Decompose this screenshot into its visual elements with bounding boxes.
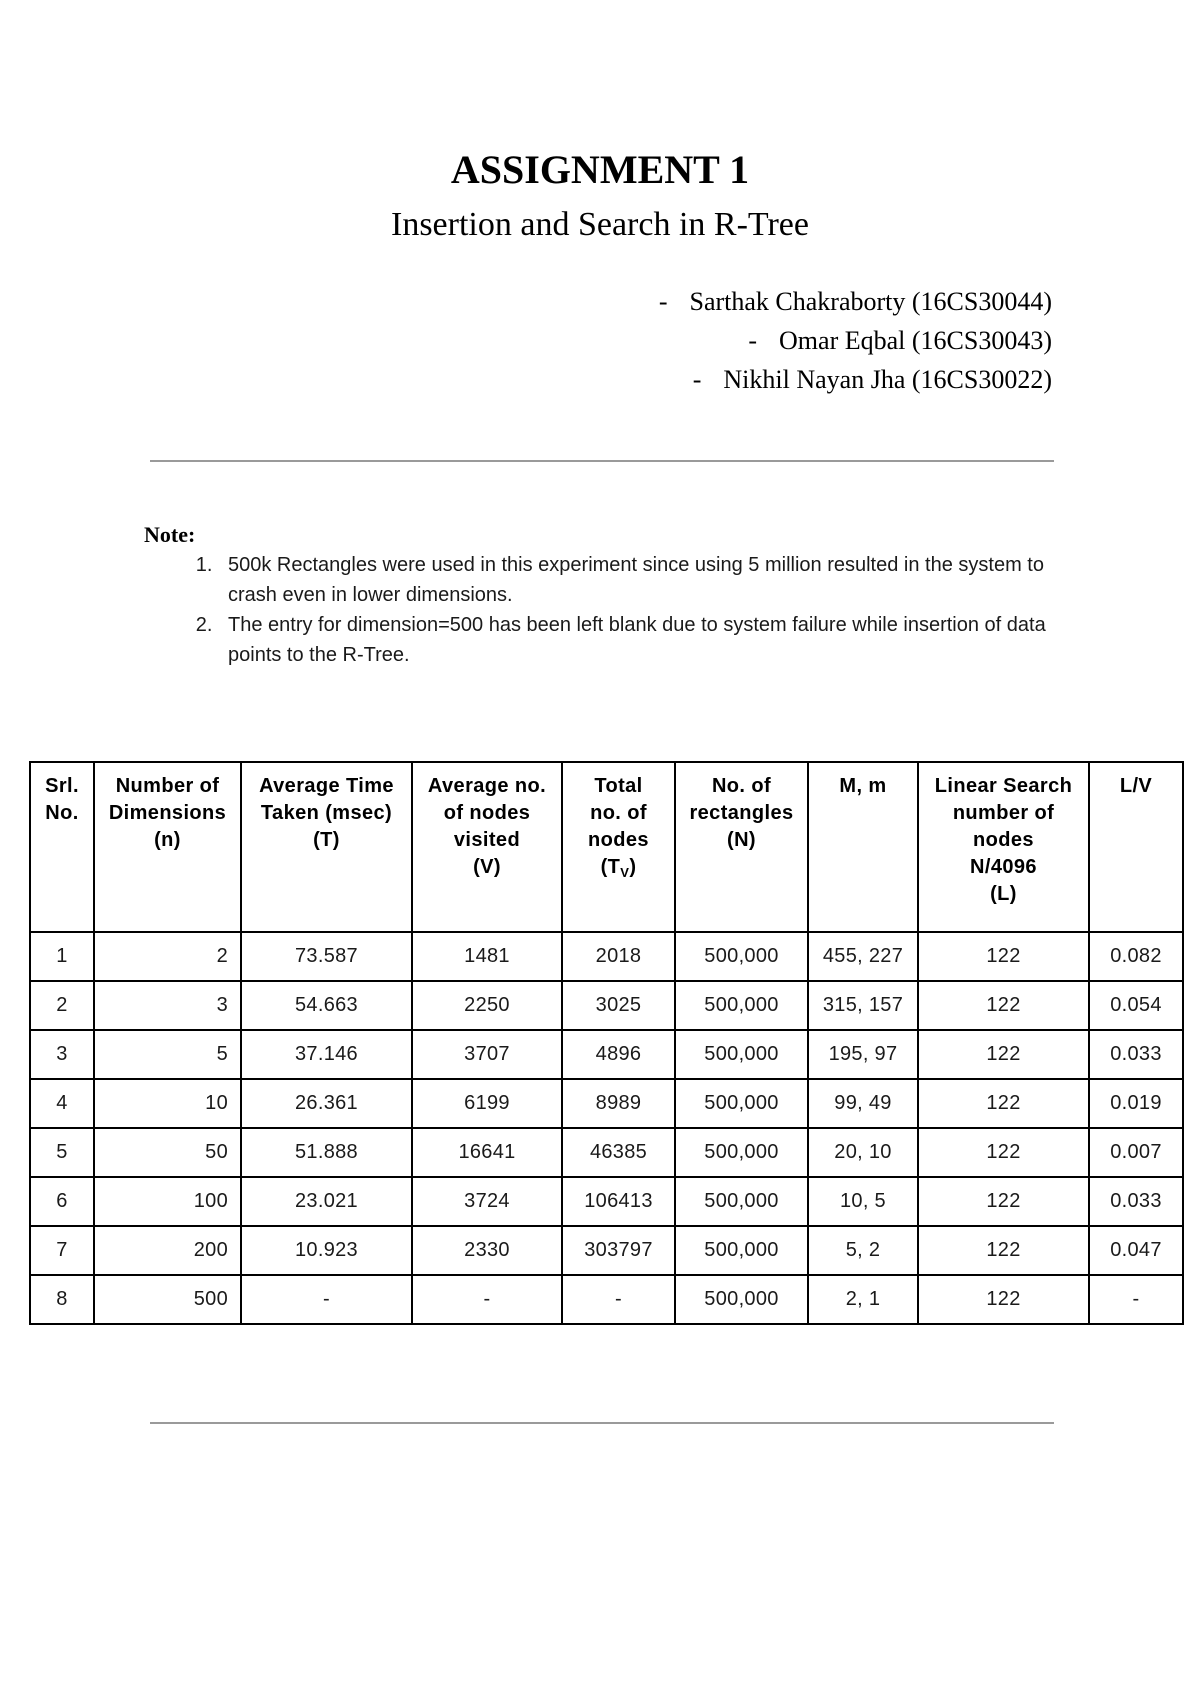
table-row (30, 1079, 1183, 1128)
table-cell: 20, 10 (808, 1128, 918, 1177)
table-cell: 122 (918, 1177, 1089, 1226)
table-cell: 3025 (562, 981, 675, 1030)
table-cell: 500 (94, 1275, 241, 1324)
header-srl-no (30, 762, 94, 932)
author-list (352, 282, 1052, 399)
table-cell: 16641 (412, 1128, 562, 1177)
table-cell: - (1089, 1275, 1183, 1324)
table-cell: 99, 49 (808, 1079, 918, 1128)
header-num-rectangles (675, 762, 808, 932)
table-cell: 3724 (412, 1177, 562, 1226)
author-entry (352, 321, 1052, 360)
header-line: (N) (727, 829, 756, 851)
table-cell: 5 (94, 1030, 241, 1079)
table-cell: 54.663 (241, 981, 412, 1030)
header-line: nodes (588, 829, 649, 851)
table-cell: 122 (918, 1128, 1089, 1177)
table-cell: 5, 2 (808, 1226, 918, 1275)
table-cell: 51.888 (241, 1128, 412, 1177)
table-row (30, 1128, 1183, 1177)
table-cell: 122 (918, 1226, 1089, 1275)
table-cell: 0.047 (1089, 1226, 1183, 1275)
table-cell: 122 (918, 1079, 1089, 1128)
table-cell: 0.033 (1089, 1177, 1183, 1226)
header-avg-nodes-visited (412, 762, 562, 932)
header-line: L/V (1119, 775, 1153, 797)
table-cell: 4 (30, 1079, 94, 1128)
header-line: Average no. (427, 775, 547, 797)
header-line: $(T_V)$ (600, 856, 637, 880)
header-line: Average Time (259, 775, 394, 797)
author-name: Sarthak Chakraborty (16CS30044) (689, 287, 1052, 316)
author-entry (352, 282, 1052, 321)
table-cell: 315, 157 (808, 981, 918, 1030)
table-cell: 1 (30, 932, 94, 981)
header-line: visited (453, 829, 521, 851)
header-line: of nodes (443, 802, 531, 824)
document-subtitle: Insertion and Search in R-Tree (391, 206, 809, 243)
header-line: no. of (590, 802, 647, 824)
table-cell: 10.923 (241, 1226, 412, 1275)
header-line: Taken (msec) (260, 802, 393, 824)
note-item: 1. 500k Rectangles were used in this experiment since using 5 million resulted in the system to crash even in lower dimensions. (218, 550, 1064, 610)
table-row (30, 1226, 1183, 1275)
table-cell: 23.021 (241, 1177, 412, 1226)
table-row (30, 981, 1183, 1030)
header-line: (V) (473, 856, 501, 878)
table-cell: 455, 227 (808, 932, 918, 981)
table-cell: 10, 5 (808, 1177, 918, 1226)
table-cell: 2 (94, 932, 241, 981)
table-cell: 0.019 (1089, 1079, 1183, 1128)
table-cell: 500,000 (675, 1226, 808, 1275)
table-row (30, 1275, 1183, 1324)
header-line: nodes (973, 829, 1034, 851)
table-cell: 0.007 (1089, 1128, 1183, 1177)
table-cell: - (241, 1275, 412, 1324)
table-cell: 195, 97 (808, 1030, 918, 1079)
table-cell: 73.587 (241, 932, 412, 981)
document-title: ASSIGNMENT 1 (450, 147, 750, 192)
note-heading: Note: (144, 522, 196, 547)
table-cell: 2330 (412, 1226, 562, 1275)
header-linear-search (918, 762, 1089, 932)
table-cell: 6199 (412, 1079, 562, 1128)
table-cell: 500,000 (675, 981, 808, 1030)
note-section (144, 520, 1064, 670)
header-dimensions (94, 762, 241, 932)
header-line: number of (952, 802, 1055, 824)
table-cell: 50 (94, 1128, 241, 1177)
table-cell: 6 (30, 1177, 94, 1226)
total-nodes-symbol: T (607, 856, 621, 878)
header-line: rectangles (689, 802, 794, 824)
results-table (29, 761, 1184, 1325)
author-name: Omar Eqbal (16CS30043) (779, 326, 1052, 355)
table-cell: 500,000 (675, 1128, 808, 1177)
table-cell: 106413 (562, 1177, 675, 1226)
table-cell: 200 (94, 1226, 241, 1275)
table-cell: 7 (30, 1226, 94, 1275)
table-cell: 500,000 (675, 1275, 808, 1324)
total-nodes-subscript: V (620, 865, 630, 880)
header-line: (L) (990, 883, 1017, 905)
table-cell: 2018 (562, 932, 675, 981)
table-cell: - (562, 1275, 675, 1324)
table-cell: 122 (918, 932, 1089, 981)
header-line: No. (45, 802, 79, 824)
header-total-nodes (562, 762, 675, 932)
table-cell: 122 (918, 981, 1089, 1030)
table-cell: 500,000 (675, 1079, 808, 1128)
top-divider (150, 460, 1054, 462)
header-line: M, m (839, 775, 887, 797)
table-cell: 5 (30, 1128, 94, 1177)
header-line: (n) (154, 829, 181, 851)
table-cell: 2 (30, 981, 94, 1030)
header-line: Number of (115, 775, 220, 797)
table-cell: 303797 (562, 1226, 675, 1275)
note-list (144, 550, 1064, 670)
table-header-row (30, 762, 1183, 932)
table-cell: - (412, 1275, 562, 1324)
header-m-m (808, 762, 918, 932)
table-cell: 122 (918, 1275, 1089, 1324)
table-cell: 500,000 (675, 1030, 808, 1079)
header-line: Total (594, 775, 643, 797)
table-cell: 26.361 (241, 1079, 412, 1128)
table-cell: 46385 (562, 1128, 675, 1177)
table-cell: 8 (30, 1275, 94, 1324)
header-l-over-v (1089, 762, 1183, 932)
header-line: Srl. (45, 775, 79, 797)
header-line: Linear Search (934, 775, 1073, 797)
table-cell: 4896 (562, 1030, 675, 1079)
table-cell: 3 (30, 1030, 94, 1079)
table-cell: 0.033 (1089, 1030, 1183, 1079)
author-bullet: - (692, 365, 702, 394)
table-body (30, 932, 1183, 1324)
header-line: (T) (313, 829, 340, 851)
table-cell: 0.082 (1089, 932, 1183, 981)
table-cell: 37.146 (241, 1030, 412, 1079)
table-cell: 122 (918, 1030, 1089, 1079)
table-cell: 500,000 (675, 1177, 808, 1226)
table-cell: 0.054 (1089, 981, 1183, 1030)
author-name: Nikhil Nayan Jha (16CS30022) (723, 365, 1052, 394)
table-cell: 3707 (412, 1030, 562, 1079)
table-cell: 1481 (412, 932, 562, 981)
table-row (30, 1030, 1183, 1079)
bottom-divider (150, 1422, 1054, 1424)
table-row (30, 1177, 1183, 1226)
header-line: No. of (711, 775, 772, 797)
table-cell: 3 (94, 981, 241, 1030)
table-cell: 2, 1 (808, 1275, 918, 1324)
author-bullet: - (748, 326, 758, 355)
header-avg-time (241, 762, 412, 932)
header-line: N/4096 (970, 856, 1037, 878)
note-item: 2. The entry for dimension=500 has been left blank due to system failure while insertion of data points to the R-Tree. (218, 610, 1064, 670)
author-bullet: - (658, 287, 668, 316)
table-cell: 100 (94, 1177, 241, 1226)
table-cell: 500,000 (675, 932, 808, 981)
author-entry (352, 360, 1052, 399)
table-cell: 10 (94, 1079, 241, 1128)
table-row (30, 932, 1183, 981)
table-cell: 2250 (412, 981, 562, 1030)
table-cell: 8989 (562, 1079, 675, 1128)
header-line: Dimensions (108, 802, 227, 824)
